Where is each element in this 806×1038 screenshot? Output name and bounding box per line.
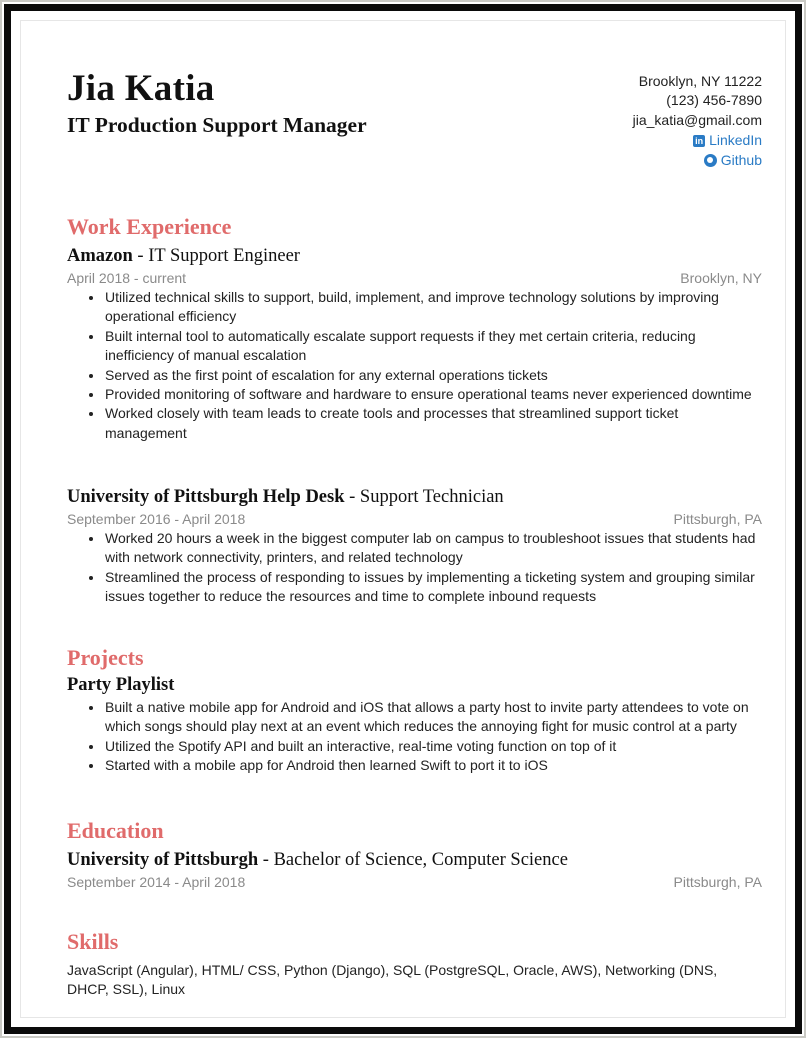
education-location: Pittsburgh, PA [673, 874, 762, 890]
education-meta [67, 873, 762, 891]
bullet-item: Worked 20 hours a week in the biggest computer lab on campus to troubleshoot issues that students had with network connectivity, printers, and related technology [67, 529, 762, 568]
contact-email[interactable]: jia_katia@gmail.com [632, 111, 762, 128]
contact-block [633, 72, 762, 172]
job-dates: April 2018 - current [67, 270, 187, 286]
job-separator: - [132, 246, 149, 266]
section-heading-projects: Projects [67, 645, 144, 670]
job-separator: - [344, 487, 360, 507]
bullet-item: Served as the first point of escalation for any external operations tickets [67, 366, 762, 385]
education-school: University of Pittsburgh [67, 850, 259, 870]
bullet-item: Streamlined the process of responding to issues by implementing a ticketing system and grouping similar issues together to reduce the resources and time to complete inbound requests [67, 568, 762, 607]
linkedin-icon: in [695, 135, 704, 146]
job-meta [67, 269, 762, 287]
page-frame-border [4, 4, 802, 1034]
job-company: University of Pittsburgh Help Desk [67, 487, 345, 507]
skills-text: JavaScript (Angular), HTML/ CSS, Python (Django), SQL (PostgreSQL, Oracle, AWS), Networking (DNS, DHCP, SSL), Linux [67, 962, 718, 998]
bullet-item: Built a native mobile app for Android and iOS that allows a party host to invite party attendees to vote on which songs should play next at an event which reduces the annoying fight for music control at a party [67, 698, 762, 737]
job-dates: September 2016 - April 2018 [67, 511, 246, 527]
job-heading [67, 245, 300, 267]
github-icon [704, 154, 717, 167]
bullet-item: Started with a mobile app for Android then learned Swift to port it to iOS [67, 756, 762, 775]
job-bullets [67, 529, 762, 607]
project-bullets [67, 698, 762, 776]
job-heading [67, 486, 504, 508]
job-location: Brooklyn, NY [680, 270, 762, 286]
job-location: Pittsburgh, PA [673, 511, 762, 527]
github-label: Github [720, 151, 762, 168]
job-meta [67, 510, 762, 528]
github-link[interactable] [704, 151, 762, 170]
contact-location: Brooklyn, NY 11222 [638, 73, 762, 89]
bullet-item: Utilized technical skills to support, build, implement, and improve technology solutions by improving operational efficiency [67, 288, 762, 327]
job-role: Support Technician [359, 487, 504, 507]
section-heading-work-experience: Work Experience [67, 214, 232, 239]
bullet-item: Built internal tool to automatically escalate support requests if they met certain criteria, reducing inefficiency of manual escalation [67, 327, 762, 366]
section-heading-skills: Skills [67, 929, 119, 954]
job-company: Amazon [67, 246, 133, 266]
education-degree: Bachelor of Science, Computer Science [273, 850, 568, 870]
bullet-item: Utilized the Spotify API and built an interactive, real-time voting function on top of it [67, 737, 762, 756]
bullet-item: Provided monitoring of software and hardware to ensure operational teams never experienced downtime [67, 385, 762, 404]
education-heading [67, 849, 568, 871]
linkedin-label: LinkedIn [709, 132, 762, 149]
section-heading-education: Education [67, 818, 164, 843]
project-name: Party Playlist [67, 675, 175, 695]
bullet-item: Worked closely with team leads to create tools and processes that streamlined support ticket management [67, 404, 762, 443]
resume-page [20, 20, 786, 1018]
education-dates: September 2014 - April 2018 [67, 874, 246, 890]
job-role: IT Support Engineer [148, 246, 300, 266]
candidate-name: Jia Katia [67, 68, 215, 109]
project-heading [67, 674, 174, 696]
candidate-title: IT Production Support Manager [67, 113, 367, 137]
linkedin-link[interactable] [693, 131, 762, 150]
education-separator: - [258, 850, 274, 870]
contact-phone: (123) 456-7890 [666, 92, 762, 109]
job-bullets [67, 288, 762, 443]
